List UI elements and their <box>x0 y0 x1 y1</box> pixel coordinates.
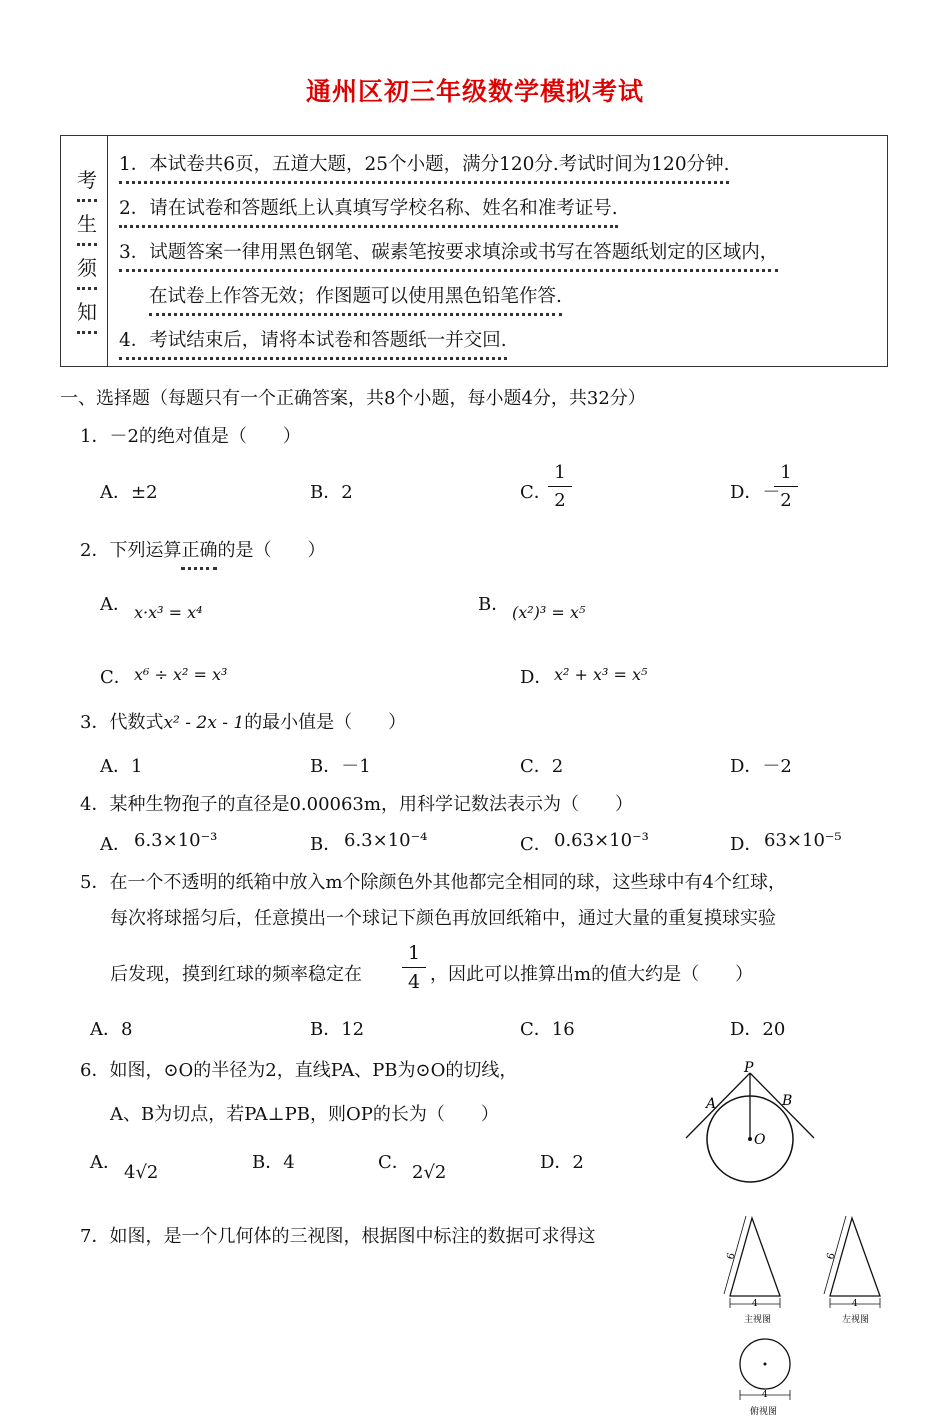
page-title: 通州区初三年级数学模拟考试 <box>305 77 644 106</box>
front-view-triangle <box>730 1218 780 1296</box>
q2-stem-post: 的是（ ） <box>217 540 326 561</box>
q2-stem-emphasis: 正确 <box>181 540 217 570</box>
left-view-triangle <box>830 1218 880 1296</box>
q3-stem-pre: 3．代数式 <box>80 712 164 733</box>
label-a: A <box>706 1096 717 1112</box>
q4-option-a-expr: 6.3×10⁻³ <box>134 830 218 851</box>
question-6-line-1: 6．如图，⊙O的半径为2，直线PA、PB为⊙O的切线， <box>80 1060 518 1081</box>
q2-option-c-label: C． <box>100 667 132 688</box>
q7-three-view-figure <box>718 1212 898 1418</box>
q3-option-a: A．1 <box>100 756 143 777</box>
question-7-stem: 7．如图，是一个几何体的三视图，根据图中标注的数据可求得这 <box>80 1226 596 1247</box>
q1-option-c-fraction <box>548 462 572 511</box>
question-5-line-2: 每次将球摇匀后，任意摸出一个球记下颜色再放回纸箱中，通过大量的重复摸球实验 <box>110 908 776 929</box>
q4-option-b-label: B． <box>310 834 342 855</box>
q3-option-d: D．－2 <box>730 756 792 777</box>
fraction-numerator: 1 <box>780 462 792 483</box>
exam-notice-box <box>60 135 888 367</box>
question-1-stem: 1．－2的绝对值是（ ） <box>80 426 301 447</box>
q1-option-b: B．2 <box>310 482 353 503</box>
notice-line-4: 4．考试结束后，请将本试卷和答题纸一并交回. <box>119 330 507 360</box>
notice-line-1: 1．本试卷共6页，五道大题，25个小题，满分120分.考试时间为120分钟. <box>119 154 729 184</box>
q5-option-d: D．20 <box>730 1019 786 1040</box>
q4-option-d-label: D． <box>730 834 763 855</box>
q6-option-c-label: C． <box>378 1152 410 1173</box>
q2-option-c-expr: x⁶ ÷ x² = x³ <box>134 665 228 684</box>
notice-label-char: 考 <box>77 164 97 202</box>
tangent-line-pa <box>686 1073 750 1138</box>
left-slant-label: 6 <box>825 1251 838 1261</box>
label-o: O <box>754 1132 766 1148</box>
q5-option-b: B．12 <box>310 1019 365 1040</box>
q3-option-c: C．2 <box>520 756 564 777</box>
q4-option-b-expr: 6.3×10⁻⁴ <box>344 830 428 851</box>
q5-option-a: A．8 <box>90 1019 133 1040</box>
q4-option-a-label: A． <box>100 834 131 855</box>
q2-option-d-label: D． <box>520 667 553 688</box>
front-base-label: 4 <box>752 1299 758 1309</box>
q4-option-d-expr: 63×10⁻⁵ <box>764 830 842 851</box>
q1-option-d-label: D．－ <box>730 482 781 503</box>
q1-option-d-fraction <box>774 462 798 511</box>
q1-option-c-label: C． <box>520 482 552 503</box>
left-base-label: 4 <box>852 1299 858 1309</box>
q4-option-c-expr: 0.63×10⁻³ <box>554 830 649 851</box>
fraction-numerator: 1 <box>407 942 421 964</box>
front-slant-label: 6 <box>725 1251 738 1261</box>
question-5-line-1: 5．在一个不透明的纸箱中放入m个除颜色外其他都完全相同的球，这些球中有4个红球， <box>80 872 786 893</box>
q2-stem-pre: 2．下列运算 <box>80 540 182 561</box>
fraction-denominator: 2 <box>554 490 566 511</box>
notice-label-char: 生 <box>77 208 97 246</box>
notice-label-char: 须 <box>77 252 97 290</box>
notice-label-char: 知 <box>77 296 97 334</box>
question-4-stem: 4．某种生物孢子的直径是0.00063m，用科学记数法表示为（ ） <box>80 794 633 815</box>
notice-line-2: 2．请在试卷和答题纸上认真填写学校名称、姓名和准考证号. <box>119 198 618 228</box>
label-p: P <box>744 1060 754 1076</box>
q5-option-c: C．16 <box>520 1019 575 1040</box>
q2-option-b-label: B． <box>478 594 510 615</box>
q2-option-b-expr: (x²)³ = x⁵ <box>512 603 586 622</box>
q2-option-a-expr: x·x³ = x⁴ <box>134 603 203 622</box>
q2-option-a-label: A． <box>100 594 131 615</box>
notice-line-3b: 在试卷上作答无效；作图题可以使用黑色铅笔作答. <box>149 286 562 316</box>
q3-expression: x² - 2x - 1 <box>163 713 245 733</box>
fraction-denominator: 4 <box>407 971 421 993</box>
question-5-line-3-post: ，因此可以推算出m的值大约是（ ） <box>430 964 754 985</box>
q3-stem-post: 的最小值是（ ） <box>244 712 407 733</box>
question-5-line-3-pre: 后发现，摸到红球的频率稳定在 <box>110 964 362 985</box>
q6-option-b: B．4 <box>252 1152 295 1173</box>
q6-option-c-expr: 2√2 <box>412 1162 447 1183</box>
notice-line-3: 3．试题答案一律用黑色钢笔、碳素笔按要求填涂或书写在答题纸划定的区域内， <box>119 242 778 272</box>
top-view-caption: 俯视图 <box>750 1407 778 1417</box>
top-base-label: 4 <box>762 1390 768 1400</box>
fraction-numerator: 1 <box>554 462 566 483</box>
center-point <box>748 1137 752 1141</box>
q6-circle-tangent-figure <box>680 1058 830 1188</box>
q6-option-a-expr: 4√2 <box>124 1162 159 1183</box>
question-3-stem <box>80 708 406 734</box>
q1-option-a: A．±2 <box>100 482 158 503</box>
notice-label-column <box>61 136 108 366</box>
q2-option-d-expr: x² + x³ = x⁵ <box>554 665 648 684</box>
q3-option-b: B．－1 <box>310 756 371 777</box>
q6-option-d: D．2 <box>540 1152 584 1173</box>
question-6-line-2: A、B为切点，若PA⊥PB，则OP的长为（ ） <box>110 1104 499 1125</box>
q5-fraction <box>402 942 426 993</box>
fraction-denominator: 2 <box>780 490 792 511</box>
label-b: B <box>782 1093 793 1109</box>
q4-option-c-label: C． <box>520 834 552 855</box>
front-view-caption: 主视图 <box>744 1315 772 1325</box>
question-2-stem <box>80 536 325 562</box>
left-view-caption: 左视图 <box>842 1315 870 1325</box>
section-heading: 一、选择题（每题只有一个正确答案，共8个小题，每小题4分，共32分） <box>60 388 646 409</box>
q6-option-a-label: A． <box>90 1152 121 1173</box>
